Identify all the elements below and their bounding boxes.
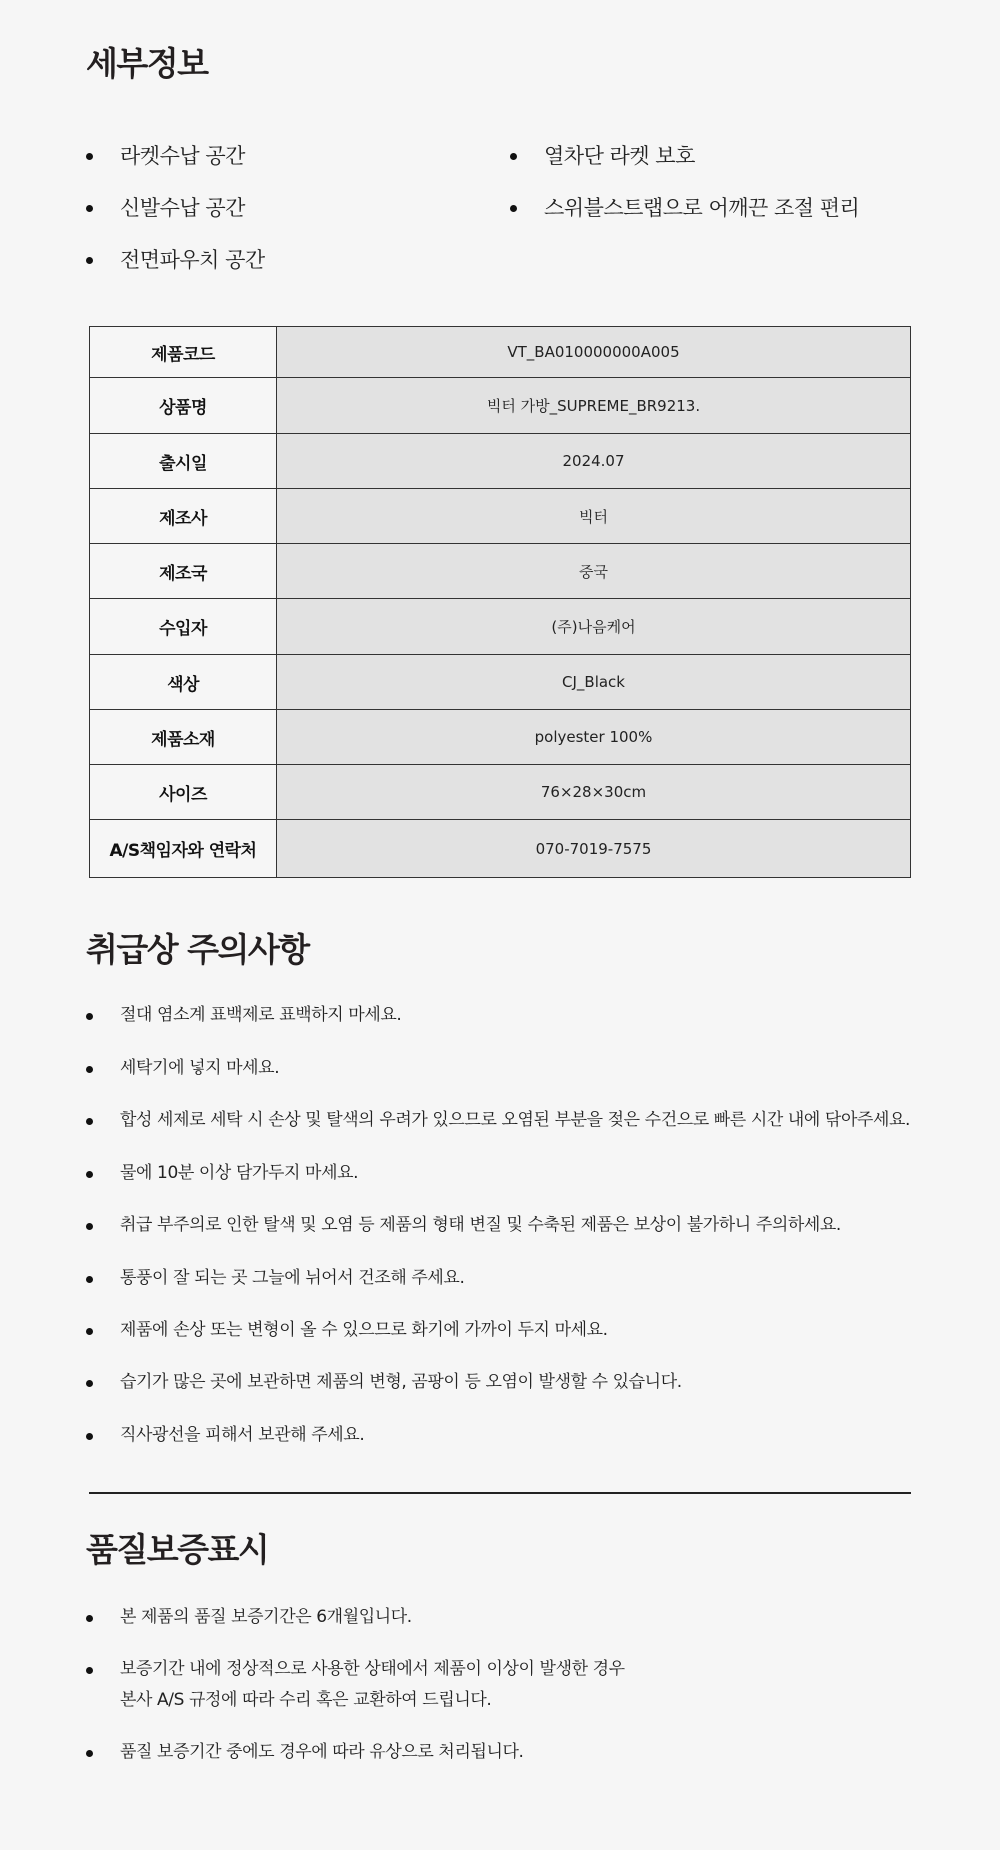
spec-table [89,326,911,878]
details-title: 세부정보 [86,44,208,83]
spec-value: VT_BA010000000A005 [277,327,911,378]
spec-value: CJ_Black [277,655,911,710]
care-list [86,1000,926,1460]
warranty-text-line: 본사 A/S 규정에 따라 수리 혹은 교환하여 드립니다. [120,1690,492,1710]
spec-label: 제조국 [90,544,277,599]
bullet-icon [86,1380,93,1387]
warranty-list [86,1602,926,1762]
feature-list [86,130,916,290]
bullet-icon [86,153,93,160]
spec-label: 제품코드 [90,327,277,378]
spec-label: A/S책임자와 연락처 [90,820,277,878]
care-text: 물에 10분 이상 담가두지 마세요. [120,1163,359,1183]
spec-label: 색상 [90,655,277,710]
spec-value: polyester 100% [277,710,911,765]
bullet-icon [86,257,93,264]
bullet-icon [86,1013,93,1020]
table-row [90,820,911,878]
spec-value: 76×28×30cm [277,765,911,820]
warranty-text [120,1654,625,1716]
spec-value: 중국 [277,544,911,599]
table-row [90,378,911,434]
feature-text: 라켓수납 공간 [120,144,245,168]
bullet-icon [510,153,517,160]
spec-label: 사이즈 [90,765,277,820]
feature-text: 전면파우치 공간 [120,248,265,272]
spec-label: 수입자 [90,599,277,655]
bullet-icon [86,1066,93,1073]
care-text: 취급 부주의로 인한 탈색 및 오염 등 제품의 형태 변질 및 수축된 제품은 보상이 불가하니 주의하세요. [120,1215,841,1235]
list-item [86,1654,926,1716]
feature-text: 신발수납 공간 [120,196,245,220]
table-row [90,327,911,378]
spec-label: 상품명 [90,378,277,434]
table-row [90,599,911,655]
warranty-title: 품질보증표시 [86,1530,269,1569]
feature-text: 스위블스트랩으로 어깨끈 조절 편리 [544,196,860,220]
bullet-icon [86,1118,93,1125]
bullet-icon [86,1750,93,1757]
spec-value: (주)나음케어 [277,599,911,655]
care-text: 제품에 손상 또는 변형이 올 수 있으므로 화기에 가까이 두지 마세요. [120,1320,608,1340]
care-title: 취급상 주의사항 [86,930,309,969]
bullet-icon [510,205,517,212]
spec-value: 2024.07 [277,434,911,489]
bullet-icon [86,1171,93,1178]
care-text: 직사광선을 피해서 보관해 주세요. [120,1425,365,1445]
warranty-text: 품질 보증기간 중에도 경우에 따라 유상으로 처리됩니다. [120,1742,524,1762]
feature-text: 열차단 라켓 보호 [544,144,695,168]
warranty-text-line: 보증기간 내에 정상적으로 사용한 상태에서 제품이 이상이 발생한 경우 [120,1659,625,1679]
bullet-icon [86,1276,93,1283]
bullet-icon [86,1615,93,1622]
table-row [90,489,911,544]
spec-value: 070-7019-7575 [277,820,911,878]
care-text: 습기가 많은 곳에 보관하면 제품의 변형, 곰팡이 등 오염이 발생할 수 있습니다. [120,1372,682,1392]
spec-value: 빅터 가방_SUPREME_BR9213. [277,378,911,434]
care-text: 절대 염소계 표백제로 표백하지 마세요. [120,1005,402,1025]
spec-label: 제조사 [90,489,277,544]
bullet-icon [86,1223,93,1230]
spec-label: 출시일 [90,434,277,489]
table-row [90,544,911,599]
table-row [90,710,911,765]
spec-value: 빅터 [277,489,911,544]
bullet-icon [86,1328,93,1335]
bullet-icon [86,1433,93,1440]
care-text: 합성 세제로 세탁 시 손상 및 탈색의 우려가 있으므로 오염된 부분을 젖은 수건으로 빠른 시간 내에 닦아주세요. [120,1110,911,1130]
spec-label: 제품소재 [90,710,277,765]
care-text: 세탁기에 넣지 마세요. [120,1058,280,1078]
table-row [90,655,911,710]
table-row [90,765,911,820]
care-text: 통풍이 잘 되는 곳 그늘에 뉘어서 건조해 주세요. [120,1268,465,1288]
section-divider [89,1492,911,1494]
table-row [90,434,911,489]
warranty-text: 본 제품의 품질 보증기간은 6개월입니다. [120,1607,412,1627]
bullet-icon [86,1667,93,1674]
bullet-icon [86,205,93,212]
